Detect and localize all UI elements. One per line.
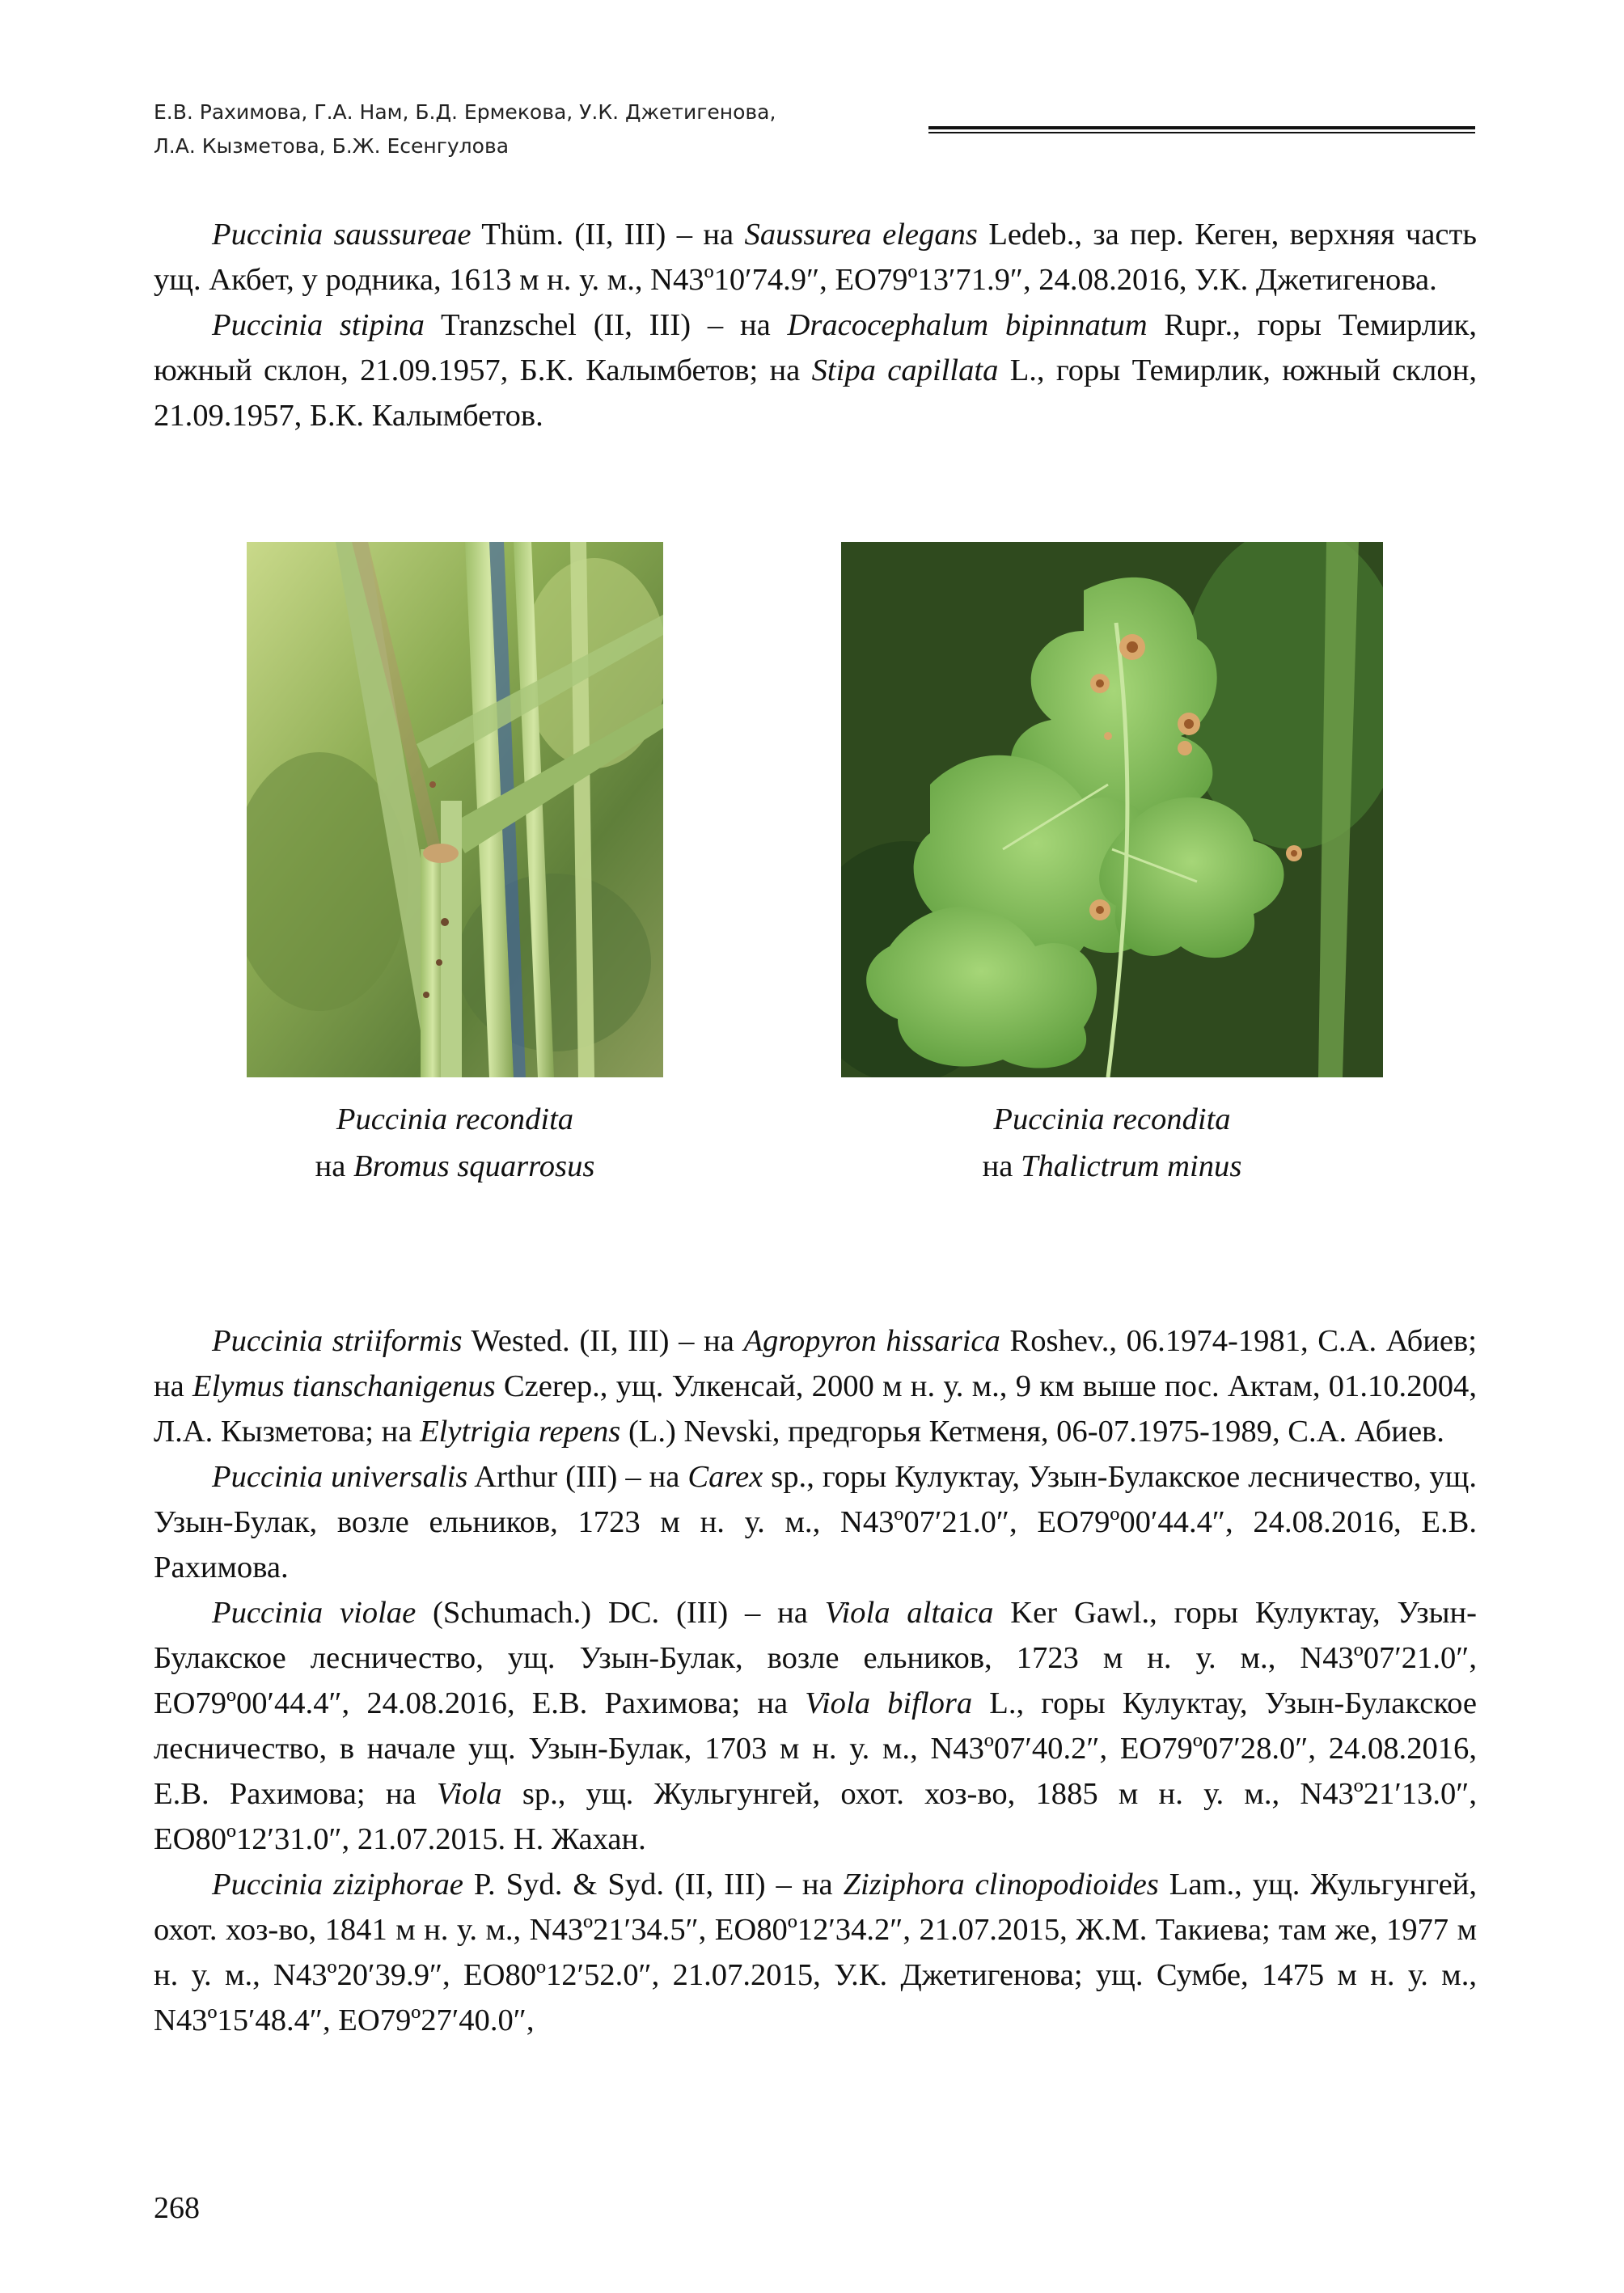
photo-thalictrum-minus <box>841 542 1383 1077</box>
host-name: Ziziphora clinopodioides <box>843 1868 1159 1902</box>
host-name: Saussurea elegans <box>744 218 978 252</box>
species-author: (Schumach.) DC. (III) – на <box>416 1596 825 1630</box>
caption-species: Puccinia recondita <box>336 1102 574 1136</box>
paragraph-puccinia-violae <box>154 1590 1477 1862</box>
record-details: Lam., ущ. Жульгунгей, охот. хоз-во, 1841 м н. у. м., N43º21′34.5″, EO80º12′34.2″, 21.07.2015, Ж.М. Такиева; там же, 1977 м н. у. м., N43º20′39.9″, EO80º12′52.0″, 21.07.2015, У.К. Джетигенова; ущ. Сумбе, 1475 м н. у. м., N43º15′48.4″, EO79º27′40.0″, <box>154 1868 1477 2037</box>
host-name: Stipa capillata <box>811 353 999 387</box>
record-details: L., горы Кулуктау, Узын-Булакское лесничество, в начале ущ. Узын-Булак, 1703 м н. у. м., N43º07′40.2″, EO79º07′28.0″, 24.08.2016, Е.В. Рахимова; на <box>154 1686 1477 1811</box>
species-author: P. Syd. & Syd. (II, III) – на <box>463 1868 844 1902</box>
paragraph-puccinia-striiformis <box>154 1318 1477 1454</box>
species-name: Puccinia saussureae <box>212 218 472 252</box>
species-name: Puccinia striiformis <box>212 1324 463 1358</box>
figure-caption-right <box>841 1096 1383 1190</box>
record-details: Rupr., горы Темирлик, южный склон, 21.09.1957, Б.К. Калымбетов; на <box>154 308 1478 387</box>
record-details: Ledeb., за пер. Кеген, верхняя часть ущ. Акбет, у родника, 1613 м н. у. м., N43º10′74.9″, EO79º13′71.9″, 24.08.2016, У.К. Джетигенова. <box>154 218 1477 297</box>
record-details: Roshev., 06.1974-1981, С.А. Абиев; на <box>154 1324 1477 1403</box>
photo-bromus-squarrosus <box>247 542 663 1077</box>
record-details: Ker Gawl., горы Кулуктау, Узын-Булакское лесничество, ущ. Узын-Булак, возле ельников, 1723 м н. у. м., N43º07′21.0″, EO79º00′44.4″, 24.08.2016, Е.В. Рахимова; на <box>154 1596 1477 1720</box>
species-author: Arthur (III) – на <box>467 1460 688 1494</box>
species-author: Tranzschel (II, III) – на <box>424 308 788 342</box>
authors-line-1: Е.В. Рахимова, Г.А. Нам, Б.Д. Ермекова, У.К. Джетигенова, <box>154 100 776 124</box>
caption-prefix: на <box>982 1149 1021 1183</box>
caption-host: Bromus squarrosus <box>353 1149 595 1183</box>
paragraph-puccinia-stipina <box>154 302 1477 438</box>
species-name: Puccinia violae <box>212 1596 417 1630</box>
species-author: Wested. (II, III) – на <box>462 1324 744 1358</box>
host-name: Elymus tianschanigenus <box>192 1369 496 1403</box>
record-details: sp., ущ. Жульгунгей, охот. хоз-во, 1885 м н. у. м., N43º21′13.0″, EO80º12′31.0″, 21.07.2015. Н. Жахан. <box>154 1777 1477 1856</box>
authors-line-2: Л.А. Кызметова, Б.Ж. Есенгулова <box>154 134 510 158</box>
record-details: sp., горы Кулуктау, Узын-Булакское лесничество, ущ. Узын-Булак, возле ельников, 1723 м н. у. м., N43º07′21.0″, EO79º00′44.4″, 24.08.2016, Е.В. Рахимова. <box>154 1460 1477 1584</box>
paragraph-puccinia-universalis <box>154 1454 1477 1590</box>
top-text-block <box>154 212 1477 438</box>
bottom-text-block <box>154 1318 1477 2043</box>
figure-caption-left <box>247 1096 663 1190</box>
host-name: Dracocephalum bipinnatum <box>787 308 1148 342</box>
record-details: Czerep., ущ. Улкенсай, 2000 м н. у. м., 9 км выше пос. Актам, 01.10.2004, Л.А. Кызметова; на <box>154 1369 1477 1449</box>
host-name: Agropyron hissarica <box>743 1324 1000 1358</box>
page-number: 268 <box>154 2191 200 2225</box>
header-rule <box>928 126 1475 134</box>
paragraph-puccinia-saussureae <box>154 212 1477 302</box>
record-details: L., горы Темирлик, южный склон, 21.09.1957, Б.К. Калымбетов. <box>154 353 1477 433</box>
host-name: Viola biflora <box>805 1686 973 1720</box>
running-header-authors <box>154 95 930 163</box>
caption-host: Thalictrum minus <box>1021 1149 1242 1183</box>
species-author: Thüm. (II, III) – на <box>471 218 745 252</box>
host-name: Viola altaica <box>824 1596 994 1630</box>
host-name: Elytrigia repens <box>420 1415 621 1449</box>
caption-species: Puccinia recondita <box>993 1102 1231 1136</box>
host-name: Viola <box>436 1777 502 1811</box>
host-name: Carex <box>687 1460 763 1494</box>
caption-prefix: на <box>315 1149 354 1183</box>
species-name: Puccinia stipina <box>212 308 425 342</box>
record-details: (L.) Nevski, предгорья Кетменя, 06-07.1975-1989, С.А. Абиев. <box>620 1415 1444 1449</box>
species-name: Puccinia universalis <box>212 1460 468 1494</box>
paragraph-puccinia-ziziphorae <box>154 1862 1477 2043</box>
species-name: Puccinia ziziphorae <box>212 1868 463 1902</box>
